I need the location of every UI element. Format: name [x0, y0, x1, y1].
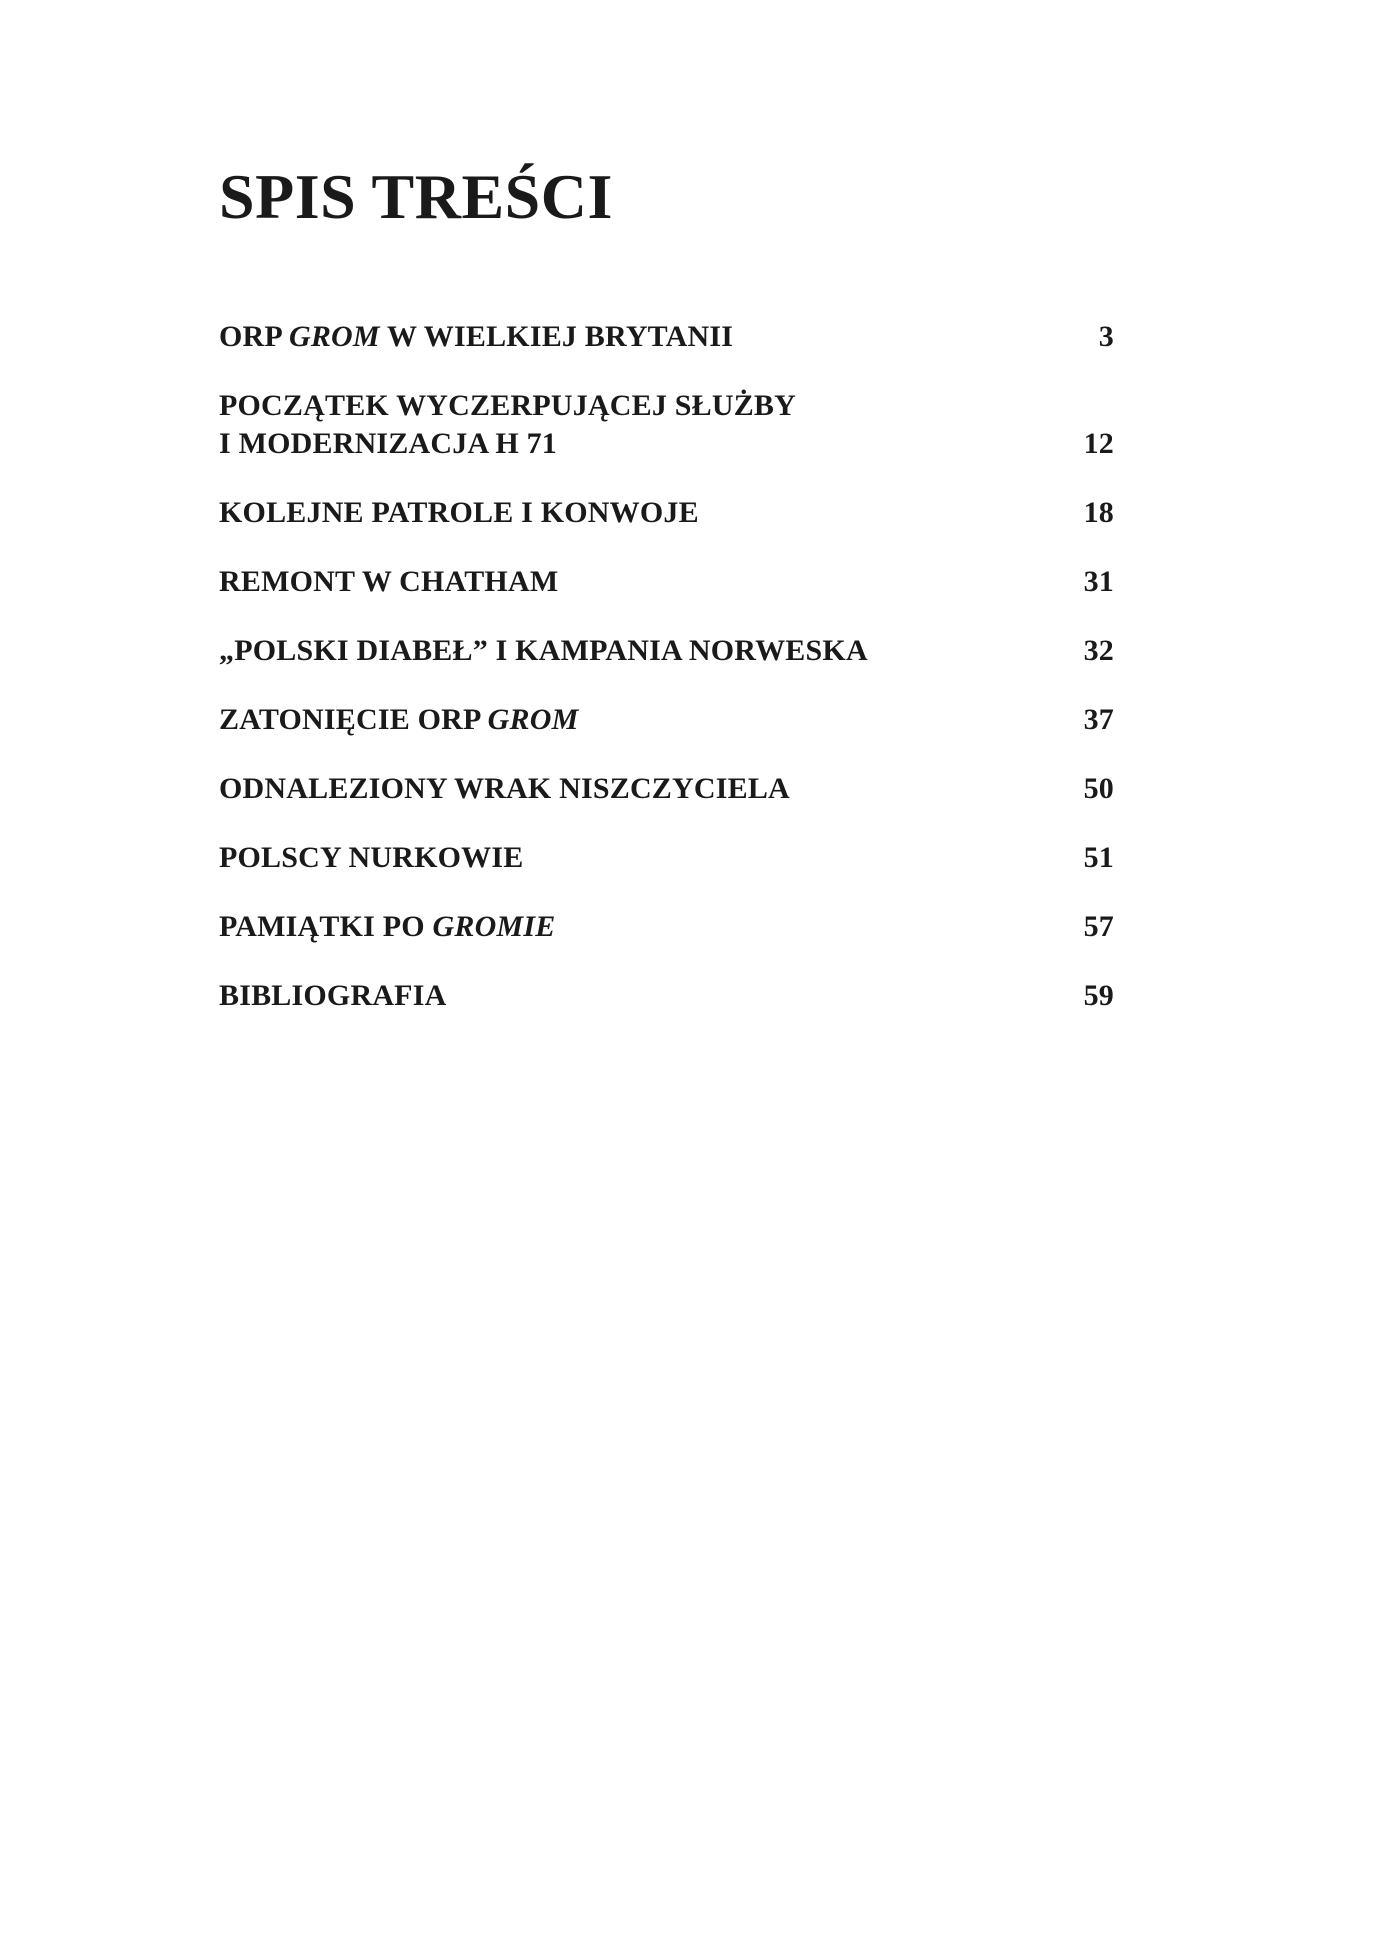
- toc-entry-title-line: [219, 387, 796, 425]
- toc-entry-title: [219, 387, 796, 463]
- toc-entry-title: [219, 770, 790, 808]
- toc-entry[interactable]: [219, 701, 1114, 739]
- toc-entry-title: [219, 701, 578, 739]
- toc-page-number: 18: [1083, 496, 1114, 529]
- toc-entry-title-text: POCZĄTEK WYCZERPUJĄCEJ SŁUŻBY: [219, 389, 797, 422]
- toc-entry[interactable]: [219, 318, 1114, 356]
- toc-entry[interactable]: [219, 839, 1114, 877]
- toc-entry[interactable]: [219, 494, 1114, 532]
- toc-entry-title: [219, 632, 868, 670]
- toc-entry-title-text: W WIELKIEJ BRYTANII: [379, 320, 734, 353]
- toc-entry[interactable]: [219, 770, 1114, 808]
- toc-entry-title-italic: GROM: [288, 320, 380, 353]
- toc-entry-title-text: POLSCY NURKOWIE: [219, 841, 524, 874]
- toc-page-number: 59: [1083, 979, 1114, 1012]
- toc-entry-title-italic: GROM: [487, 703, 579, 736]
- toc-entry-title-text: PAMIĄTKI PO: [219, 910, 433, 943]
- toc-entry-title-italic: GROMIE: [432, 910, 556, 943]
- toc-entry-title: [219, 318, 733, 356]
- toc-entry[interactable]: [219, 632, 1114, 670]
- table-of-contents: [219, 318, 1114, 1046]
- toc-entry-title-text: ORP: [219, 320, 289, 353]
- toc-page-number: 3: [1098, 320, 1114, 353]
- toc-entry-title-text: ZATONIĘCIE ORP: [219, 703, 488, 736]
- toc-entry-title-text: BIBLIOGRAFIA: [219, 979, 447, 1012]
- toc-entry-title-text: I MODERNIZACJA H 71: [219, 427, 557, 460]
- toc-entry[interactable]: [219, 387, 1114, 463]
- toc-entry-title: [219, 494, 699, 532]
- page-title: SPIS TREŚCI: [219, 161, 613, 232]
- toc-page-number: 50: [1083, 772, 1114, 805]
- toc-entry-title-text: ODNALEZIONY WRAK NISZCZYCIELA: [219, 772, 790, 805]
- toc-page-number: 32: [1083, 634, 1114, 667]
- toc-entry-title-text: REMONT W CHATHAM: [219, 565, 559, 598]
- toc-entry-title: [219, 563, 558, 601]
- toc-page-number: 12: [1083, 427, 1114, 460]
- toc-entry-title-text: „POLSKI DIABEŁ” I KAMPANIA NORWESKA: [219, 634, 868, 667]
- toc-entry-title-text: KOLEJNE PATROLE I KONWOJE: [219, 496, 699, 529]
- toc-entry-title: [219, 908, 555, 946]
- toc-page-number: 57: [1083, 910, 1114, 943]
- toc-page-number: 31: [1083, 565, 1114, 598]
- toc-entry[interactable]: [219, 563, 1114, 601]
- toc-entry[interactable]: [219, 908, 1114, 946]
- toc-page-number: 37: [1083, 703, 1114, 736]
- toc-entry-title-line: [219, 425, 796, 463]
- toc-entry[interactable]: [219, 977, 1114, 1015]
- toc-page-number: 51: [1083, 841, 1114, 874]
- toc-entry-title: [219, 839, 523, 877]
- toc-entry-title: [219, 977, 446, 1015]
